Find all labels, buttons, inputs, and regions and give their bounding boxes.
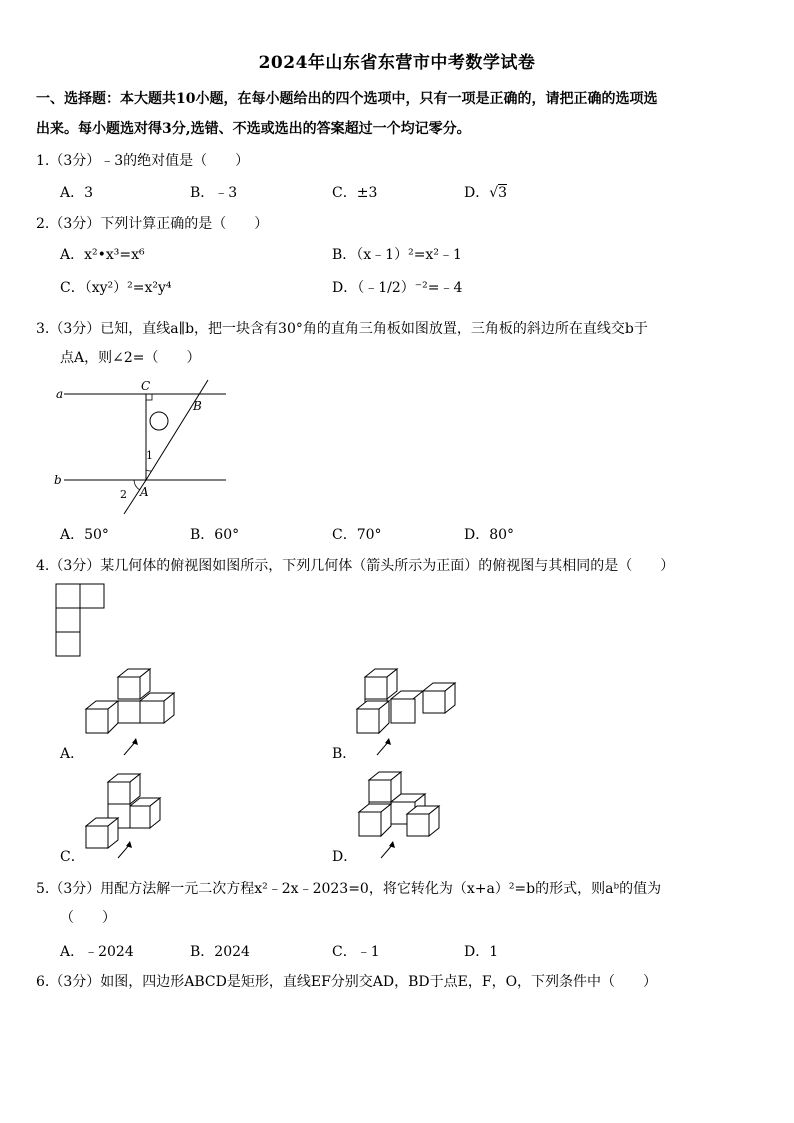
q1-stem: 1.（3分）﹣3的绝对值是（ ） [36, 153, 250, 169]
q5-stem-line1: 5.（3分）用配方法解一元二次方程x²﹣2x﹣2023=0，将它转化为（x+a）²=b的形式，则aᵇ的值为 [36, 881, 662, 897]
q2-option-d: D．（﹣1/2）⁻²=﹣4 [332, 280, 463, 296]
label-b: b [54, 473, 62, 487]
right-angle-mark [146, 394, 152, 400]
q5-option-d: D．1 [464, 944, 499, 960]
label-angle2: 2 [120, 488, 127, 501]
q3-option-d: D．80° [464, 527, 515, 543]
q4-option-d: D． [332, 849, 358, 865]
label-A: A [140, 485, 149, 499]
label-c: C [141, 379, 151, 393]
q2-stem: 2.（3分）下列计算正确的是（ ） [36, 216, 269, 232]
q4-option-a: A． [60, 746, 85, 762]
q1-option-b: B．﹣3 [190, 185, 238, 201]
page-title: 2024年山东省东营市中考数学试卷 [258, 53, 536, 73]
q4-solid-b [355, 665, 465, 765]
q2-option-b: B．（x﹣1）²=x²﹣1 [332, 247, 462, 263]
q3-stem-line1: 3.（3分）已知，直线a∥b，把一块含有30°角的直角三角板如图放置，三角板的斜边所在直线交b于 [36, 321, 648, 337]
q4-top-view [55, 583, 109, 659]
q3-stem-line2: 点A，则∠2=（ ） [60, 350, 201, 366]
q5-option-b: B．2024 [190, 944, 250, 960]
q3-figure [50, 372, 240, 522]
q4-solid-a [80, 665, 190, 765]
q1-option-c: C．±3 [332, 185, 378, 201]
label-angle1: 1 [146, 449, 153, 462]
label-a: a [56, 387, 64, 401]
label-B: B [193, 399, 202, 413]
angle1-arc [146, 470, 151, 471]
q3-option-b: B．60° [190, 527, 240, 543]
q3-option-a: A．50° [60, 527, 109, 543]
q1-option-d: D．√3 [464, 185, 508, 201]
q4-option-c: C． [60, 849, 85, 865]
q4-stem: 4.（3分）某几何体的俯视图如图所示，下列几何体（箭头所示为正面）的俯视图与其相同的是（ ） [36, 558, 675, 574]
q1-option-a: A．3 [60, 185, 94, 201]
section-heading-line2: 出来。每小题选对得3分,选错、不选或选出的答案超过一个均记零分。 [36, 121, 471, 137]
q2-option-a: A．x²•x³=x⁶ [60, 247, 145, 263]
q5-stem-line2: （ ） [60, 910, 116, 926]
triangle-hole [150, 412, 168, 430]
q2-option-c: C．（xy²）²=x²y⁴ [60, 280, 172, 296]
q5-option-c: C．﹣1 [332, 944, 380, 960]
q4-option-b: B． [332, 746, 357, 762]
q4-solid-c [80, 770, 190, 865]
q4-solid-d [355, 770, 465, 865]
q6-stem: 6.（3分）如图，四边形ABCD是矩形，直线EF分别交AD，BD于点E，F，O，下列条件中（ ） [36, 974, 658, 990]
triangle-edges [146, 380, 208, 480]
section-heading-line1: 一、选择题：本大题共10小题，在每小题给出的四个选项中，只有一项是正确的，请把正确的选项选 [36, 91, 658, 107]
q5-option-a: A．﹣2024 [60, 944, 134, 960]
q3-option-c: C．70° [332, 527, 382, 543]
